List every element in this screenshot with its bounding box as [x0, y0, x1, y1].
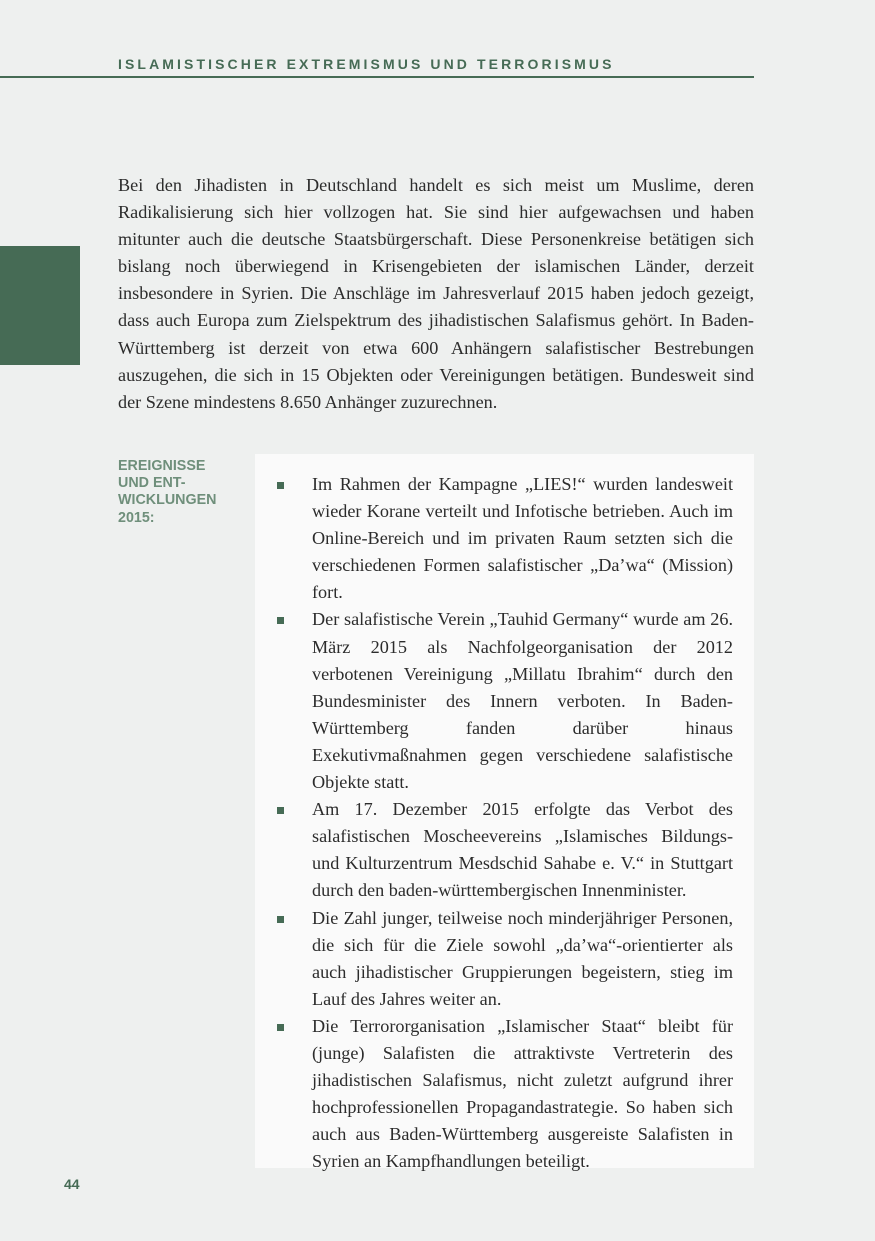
list-item-text: Der salafistische Verein „Tauhid Germany“ wurde am 26. März 2015 als Nachfolgeorganisation der 2012 verbotenen Vereinigung „Millatu Ibrahim“ durch den Bundesminister des Innern verboten. In Baden-Württemberg fanden darüber hinaus Exekutivmaßnahmen gegen verschiedene salafistische Objekte statt. — [312, 609, 733, 793]
list-item — [255, 606, 754, 796]
list-item-text: Im Rahmen der Kampagne „LIES!“ wurden landesweit wieder Korane verteilt und Infotische betrieben. Auch im Online-Bereich und im privaten Raum setzten sich die verschiedenen Formen salafistischer „Da’wa“ (Mission) fort. — [312, 474, 733, 603]
list-item — [255, 1013, 754, 1176]
list-item-text: Die Terrororganisation „Islamischer Staat“ bleibt für (junge) Salafisten die attraktivste Vertreterin des jihadistischen Salafismus, nicht zuletzt aufgrund ihrer hochprofessionellen Propagandastrategie. So haben sich auch aus Baden-Württemberg ausgereiste Salafisten in Syrien an Kampfhandlungen beteiligt. — [312, 1015, 733, 1172]
list-item — [255, 905, 754, 1013]
events-box — [255, 454, 754, 1172]
square-bullet-icon — [277, 916, 284, 923]
body-paragraph: Bei den Jihadisten in Deutschland handelt es sich meist um Muslime, deren Radikalisierung sich hier vollzogen hat. Sie sind hier aufgewachsen und haben mitunter auch die deutsche Staatsbürgerschaft. Diese Personenkreise betätigen sich bislang noch überwiegend in Krisengebieten der islamischen Länder, derzeit insbesondere in Syrien. Die Anschläge im Jahresverlauf 2015 haben jedoch gezeigt, dass auch Europa zum Zielspektrum des jihadistischen Salafismus gehört. In Baden-Württemberg ist derzeit von etwa 600 Anhängern salafistischer Bestrebungen auszugehen, die sich in 15 Objekten oder Vereinigungen betätigen. Bundesweit sind der Szene mindestens 8.650 Anhänger zuzurechnen. — [118, 175, 754, 412]
square-bullet-icon — [277, 1024, 284, 1031]
list-item-text: Die Zahl junger, teilweise noch minderjähriger Personen, die sich für die Ziele sowohl „da’wa“-orientierter als auch jihadistischer Gruppierungen begeistern, stieg im Lauf des Jahres weiter an. — [312, 907, 733, 1009]
square-bullet-icon — [277, 482, 284, 489]
events-side-label: EREIGNISSE UND ENT- WICKLUNGEN 2015: — [118, 458, 217, 526]
chapter-side-tab — [0, 246, 80, 365]
square-bullet-icon — [277, 807, 284, 814]
list-item — [255, 796, 754, 904]
square-bullet-icon — [277, 617, 284, 624]
events-list — [255, 471, 754, 1175]
header-rule — [0, 76, 754, 78]
page-number: 44 — [64, 1176, 80, 1192]
running-head: ISLAMISTISCHER EXTREMISMUS UND TERRORISMUS — [118, 56, 615, 72]
list-item-text: Am 17. Dezember 2015 erfolgte das Verbot des salafistischen Moscheevereins „Islamisches Bildungs- und Kulturzentrum Mesdschid Sahabe e. V.“ in Stuttgart durch den baden-württembergischen Innenminister. — [312, 799, 733, 901]
list-item — [255, 471, 754, 606]
